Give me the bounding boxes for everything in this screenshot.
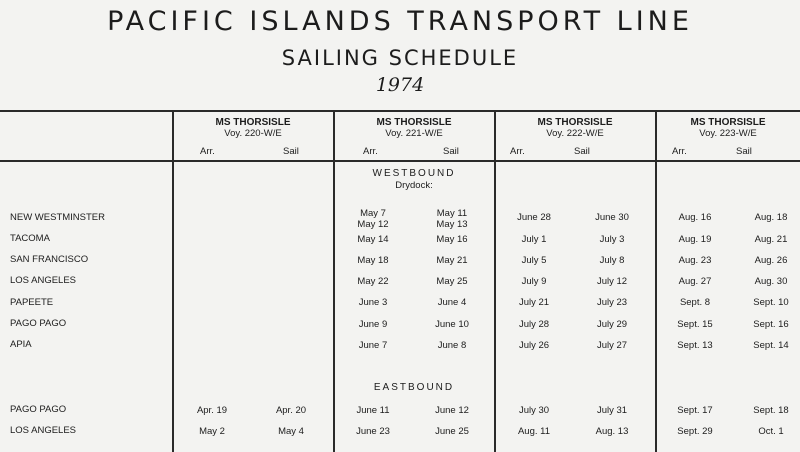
voyage-header-223 <box>656 117 800 139</box>
ship-name: MS THORSISLE <box>690 117 766 128</box>
sail-date: Aug. 26 <box>754 255 788 266</box>
sail-date: Oct. 1 <box>758 426 784 437</box>
arr-date: June 9 <box>358 319 388 330</box>
arr-date: June 3 <box>358 297 388 308</box>
port-name: SAN FRANCISCO <box>10 254 89 265</box>
arr-date: Sept. 8 <box>679 297 711 308</box>
arr-date: July 1 <box>521 234 547 245</box>
port-name: NEW WESTMINSTER <box>10 212 105 223</box>
port-name: PAGO PAGO <box>10 318 67 329</box>
arr-date: Aug. 27 <box>678 276 712 287</box>
column-divider <box>172 110 174 452</box>
arr-date: May 14 <box>357 234 389 245</box>
voyage-number: Voy. 222-W/E <box>546 128 604 139</box>
arr-date: Aug. 19 <box>678 234 712 245</box>
port-name: LOS ANGELES <box>10 275 77 286</box>
header-bottom-rule <box>0 160 800 162</box>
voyage-number: Voy. 221-W/E <box>385 128 443 139</box>
voyage-header-221 <box>334 117 494 139</box>
sail-date: July 8 <box>599 255 625 266</box>
drydock-arr: May 7 <box>360 208 386 219</box>
page-subtitle: SAILING SCHEDULE <box>281 46 519 70</box>
sail-date: June 8 <box>437 340 467 351</box>
sail-date: July 29 <box>596 319 628 330</box>
sail-date: July 23 <box>596 297 628 308</box>
arr-date: Sept. 17 <box>677 405 713 416</box>
arr-date: Aug. 16 <box>678 212 712 223</box>
arr-date: July 28 <box>518 319 550 330</box>
arr-date: Aug. 23 <box>678 255 712 266</box>
arr-date: June 28 <box>517 212 551 223</box>
table-top-rule <box>0 110 800 112</box>
arr-date: June 11 <box>356 405 390 416</box>
page-title: PACIFIC ISLANDS TRANSPORT LINE <box>107 6 693 37</box>
drydock-label: Drydock: <box>395 180 433 191</box>
voyage-number: Voy. 220-W/E <box>224 128 282 139</box>
port-name: PAGO PAGO <box>10 404 67 415</box>
drydock-sail: May 11 <box>436 208 468 219</box>
arr-header: Arr. <box>672 146 687 157</box>
port-name: APIA <box>10 339 32 350</box>
sail-date: May 25 <box>436 276 468 287</box>
section-label-eastbound: EASTBOUND <box>373 382 455 393</box>
arr-date: June 7 <box>358 340 388 351</box>
sail-date: Sept. 10 <box>753 297 789 308</box>
sail-date: Sept. 18 <box>753 405 789 416</box>
column-divider <box>655 110 657 452</box>
sail-header: Sail <box>736 146 752 157</box>
port-name: LOS ANGELES <box>10 425 77 436</box>
voyage-header-222 <box>495 117 655 139</box>
arr-date: Sept. 15 <box>677 319 713 330</box>
sail-date: Aug. 18 <box>754 212 788 223</box>
sail-date: May 16 <box>436 234 468 245</box>
arr-date: Sept. 29 <box>677 426 713 437</box>
port-name: PAPEETE <box>10 297 54 308</box>
sail-date: Sept. 14 <box>753 340 789 351</box>
voyage-header-220 <box>173 117 333 139</box>
arr-header: Arr. <box>510 146 525 157</box>
sail-date: June 12 <box>435 405 469 416</box>
arr-date: July 5 <box>521 255 547 266</box>
arr-header: Arr. <box>200 146 215 157</box>
sail-date: July 27 <box>596 340 628 351</box>
column-divider <box>494 110 496 452</box>
arr-date: May 12 <box>357 219 389 230</box>
arr-date: May 2 <box>199 426 225 437</box>
sail-date: Apr. 20 <box>275 405 307 416</box>
arr-date: Apr. 19 <box>196 405 228 416</box>
port-name: TACOMA <box>10 233 50 244</box>
arr-date: May 22 <box>357 276 389 287</box>
sail-date: Aug. 30 <box>754 276 788 287</box>
ship-name: MS THORSISLE <box>215 117 291 128</box>
arr-date: June 23 <box>356 426 390 437</box>
ship-name: MS THORSISLE <box>376 117 452 128</box>
section-label-westbound: WESTBOUND <box>372 168 456 179</box>
sail-date: May 4 <box>278 426 304 437</box>
sail-header: Sail <box>574 146 590 157</box>
arr-date: July 21 <box>518 297 550 308</box>
sail-date: May 13 <box>436 219 468 230</box>
arr-header: Arr. <box>363 146 378 157</box>
sail-date: June 30 <box>595 212 629 223</box>
sail-date: June 4 <box>437 297 467 308</box>
ship-name: MS THORSISLE <box>537 117 613 128</box>
sail-header: Sail <box>443 146 459 157</box>
column-divider <box>333 110 335 452</box>
arr-date: July 26 <box>518 340 550 351</box>
schedule-year: 1974 <box>375 74 425 96</box>
arr-date: July 30 <box>518 405 550 416</box>
sail-date: June 25 <box>435 426 469 437</box>
arr-date: Aug. 11 <box>517 426 551 437</box>
arr-date: May 18 <box>357 255 389 266</box>
voyage-number: Voy. 223-W/E <box>699 128 757 139</box>
sail-date: June 10 <box>435 319 469 330</box>
arr-date: July 9 <box>521 276 547 287</box>
sail-date: May 21 <box>436 255 468 266</box>
sail-date: Aug. 21 <box>754 234 788 245</box>
sail-date: Aug. 13 <box>595 426 629 437</box>
sail-date: July 31 <box>596 405 628 416</box>
sail-header: Sail <box>283 146 299 157</box>
sail-date: Sept. 16 <box>753 319 789 330</box>
arr-date: Sept. 13 <box>677 340 713 351</box>
sail-date: July 3 <box>599 234 625 245</box>
sail-date: July 12 <box>596 276 628 287</box>
